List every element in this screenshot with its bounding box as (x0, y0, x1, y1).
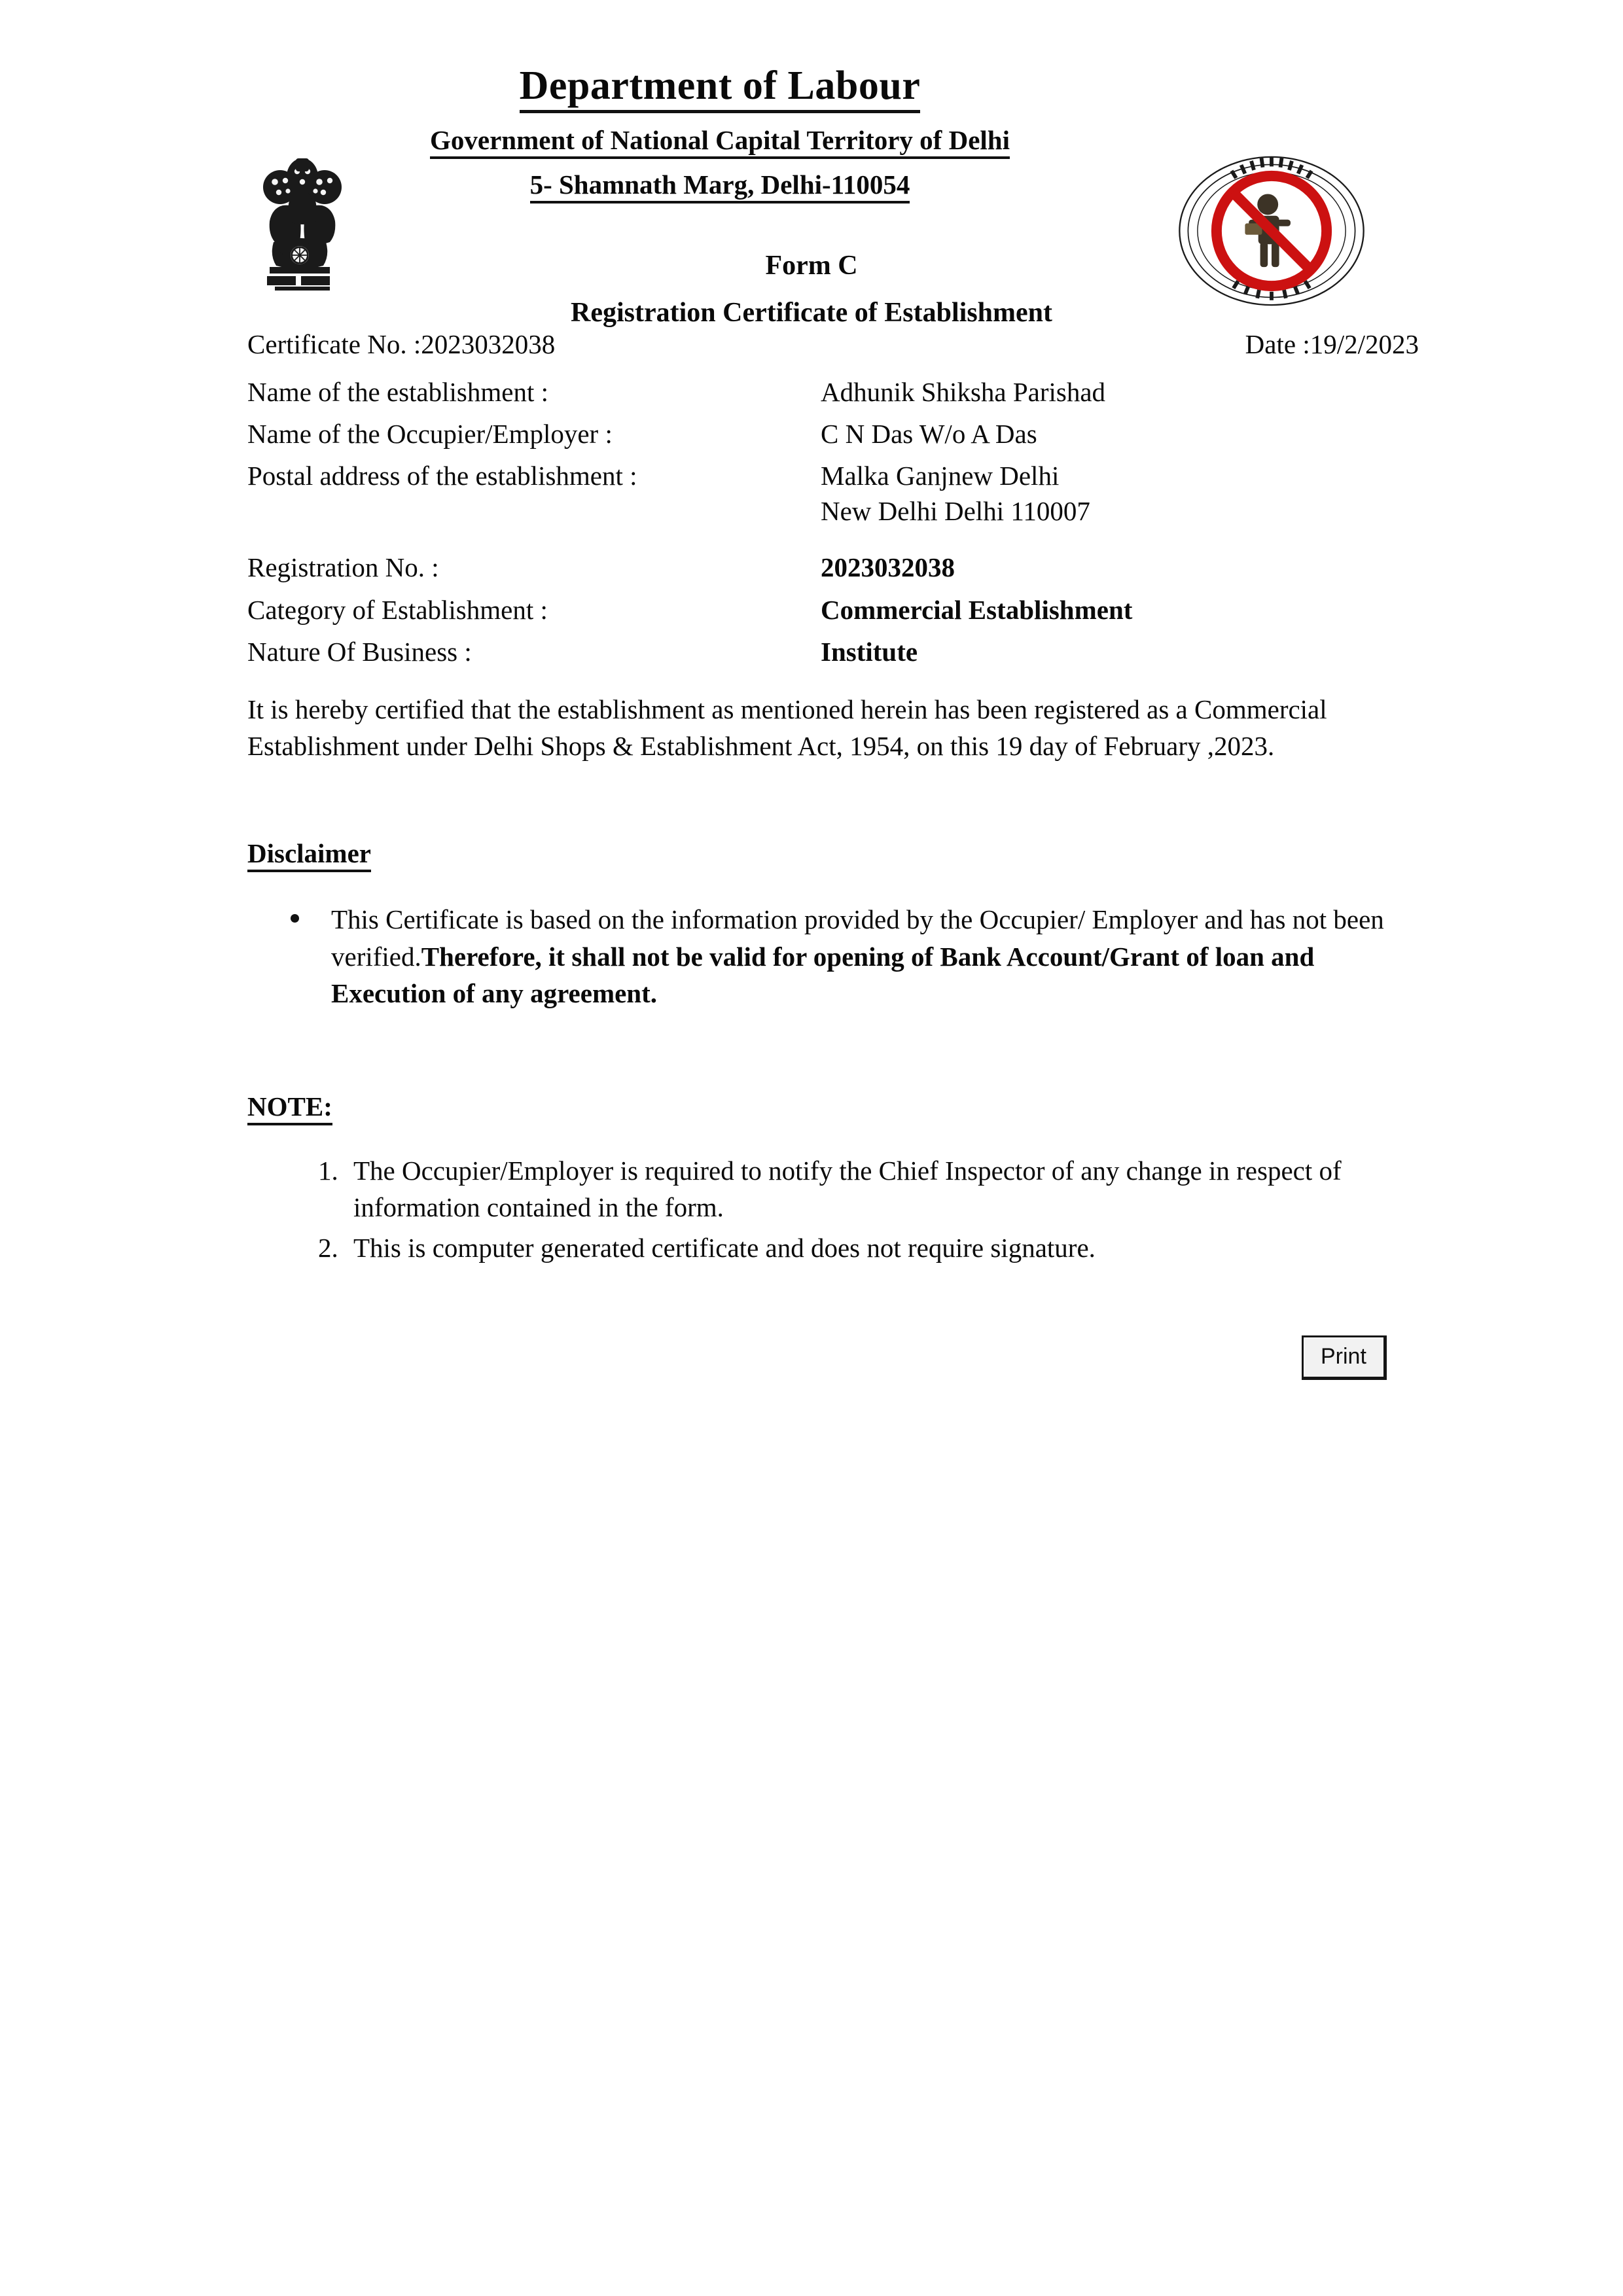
field-label: Nature Of Business : (247, 636, 472, 667)
form-name: Form C (765, 251, 858, 281)
note-heading: NOTE: (247, 1091, 332, 1125)
form-title-group (0, 250, 1623, 328)
disclaimer-text-bold: Therefore, it shall not be valid for opening of Bank Account/Grant of loan and Execution of any agreement. (331, 941, 1315, 1009)
certificate-fields (247, 374, 1419, 669)
field-label: Name of the Occupier/Employer : (247, 419, 613, 450)
page-title-text: Department of Labour (520, 63, 921, 113)
disclaimer-list (247, 901, 1419, 1012)
field-value (821, 634, 1419, 669)
certificate-meta-row (247, 328, 1419, 369)
disclaimer-text-normal: This Certificate is based on the information provided by the Occupier/ Employer and has not been verified. (331, 904, 1384, 972)
header-address-text: 5- Shamnath Marg, Delhi-110054 (530, 169, 910, 203)
field-value (821, 374, 1419, 410)
field-value-line: New Delhi Delhi 110007 (821, 496, 1090, 527)
bullet-icon (291, 914, 299, 923)
field-value (821, 550, 1419, 585)
certificate-date: Date :19/2/2023 (1245, 329, 1419, 359)
field-label: Category of Establishment : (247, 594, 548, 625)
field-value-line: C N Das W/o A Das (821, 419, 1037, 450)
field-row-registration-no (247, 550, 1419, 585)
list-item (247, 1230, 1466, 1267)
list-item (247, 901, 1431, 1012)
print-button[interactable]: Print (1302, 1335, 1387, 1380)
form-subtitle: Registration Certificate of Establishment (570, 298, 1053, 328)
header-title-group (262, 63, 1178, 201)
note-item-text: This is computer generated certificate and does not require signature. (353, 1232, 1096, 1263)
note-heading-wrap (247, 1091, 1419, 1125)
field-label: Postal address of the establishment : (247, 461, 637, 491)
certificate-number: Certificate No. :2023032038 (247, 329, 556, 359)
disclaimer-heading: Disclaimer (247, 838, 371, 872)
header-subtitle (262, 124, 1178, 156)
header-address (262, 169, 1178, 201)
page-title (262, 63, 1178, 110)
certification-paragraph: It is hereby certified that the establishment as mentioned herein has been registered as a Commercial Establishment under Delhi Shops & Establishment Act, 1954, on this 19 day of February ,2023. (247, 694, 1327, 761)
print-button-wrap (1302, 1335, 1387, 1380)
field-value (821, 592, 1419, 627)
field-value-line: 2023032038 (821, 552, 955, 583)
note-item-number: 1. (318, 1156, 338, 1186)
note-item-text: The Occupier/Employer is required to notify the Chief Inspector of any change in respect of information contained in the form. (353, 1156, 1342, 1222)
note-section (247, 1091, 1419, 1266)
field-label: Registration No. : (247, 552, 439, 583)
certificate-body (247, 328, 1419, 1270)
field-row-postal-address (247, 458, 1419, 529)
list-item (247, 1153, 1466, 1226)
document-header (0, 63, 1623, 272)
field-value-line: Malka Ganjnew Delhi (821, 461, 1060, 491)
field-value-line: Adhunik Shiksha Parishad (821, 377, 1106, 407)
field-spacer (247, 535, 1419, 550)
field-value-line: Institute (821, 636, 918, 667)
header-subtitle-text: Government of National Capital Territory of Delhi (430, 125, 1010, 159)
field-value (821, 416, 1419, 451)
note-item-number: 2. (318, 1232, 338, 1263)
field-value-line: Commercial Establishment (821, 594, 1133, 625)
field-row-establishment-name (247, 374, 1419, 410)
disclaimer-section (247, 838, 1419, 1012)
field-row-occupier-name (247, 416, 1419, 451)
field-row-nature-of-business (247, 634, 1419, 669)
note-list (247, 1153, 1419, 1266)
field-row-category (247, 592, 1419, 627)
field-label: Name of the establishment : (247, 377, 548, 407)
field-value (821, 458, 1419, 529)
disclaimer-heading-wrap (247, 838, 1419, 872)
